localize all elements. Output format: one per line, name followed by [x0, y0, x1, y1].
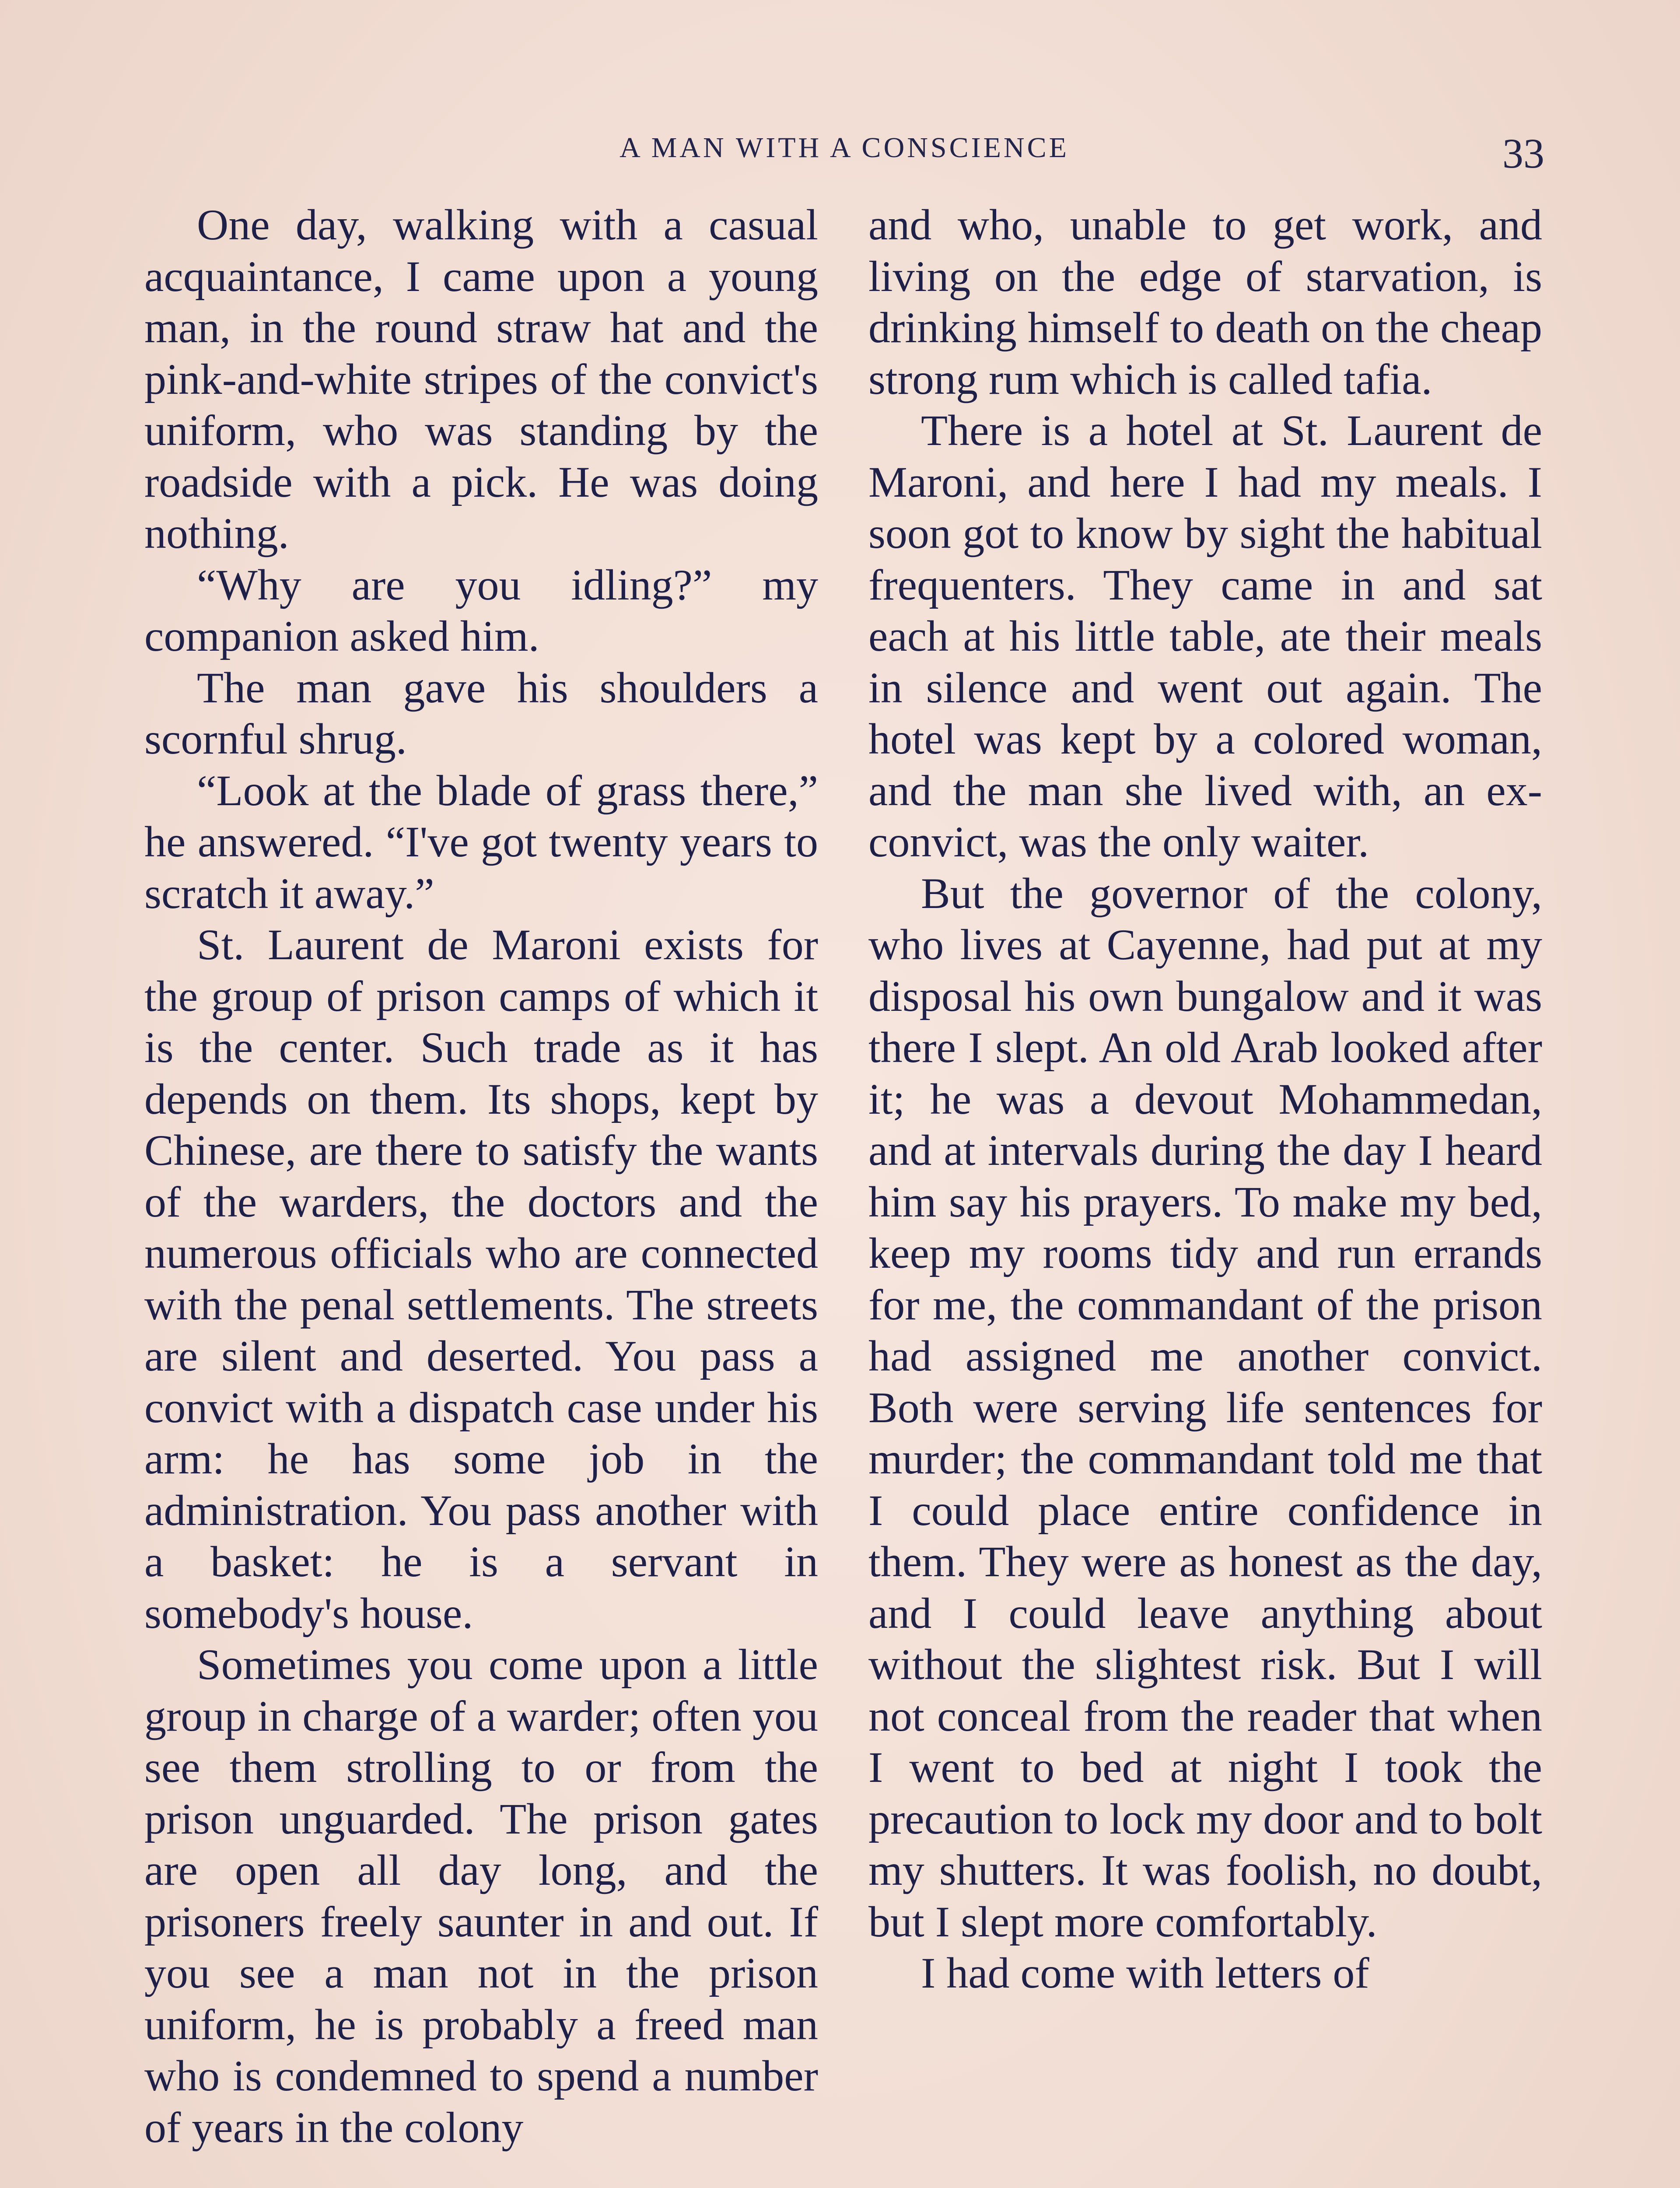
paragraph: “Why are you idling?” my companion asked him. — [144, 560, 818, 660]
running-head: A MAN WITH A CONSCIENCE — [620, 132, 1069, 164]
paragraph: Sometimes you come upon a little group in charge of a warder; often you see them strolling to or from the prison unguarded. The prison gates are open all day long, and the prisoners freely saunter in and out. If you see a man not in the prison uniform, he is probably a freed man who is condemned to spend a number of years in the colony — [144, 1640, 818, 2152]
paragraph-continuation: and who, unable to get work, and living on the edge of starvation, is drinking himself to death on the cheap strong rum which is called tafia. — [868, 200, 1542, 403]
text-column-left — [144, 199, 818, 2153]
text-column-right — [868, 199, 1542, 1999]
paragraph: One day, walking with a casual acquaintance, I came upon a young man, in the round straw hat and the pink-and-white stripes of the convict's uniform, who was standing by the roadside with a pick. He was doing nothing. — [144, 200, 818, 558]
page-number: 33 — [1502, 130, 1544, 177]
paragraph: “Look at the blade of grass there,” he answered. “I've got twenty years to scratch it away.” — [144, 766, 818, 918]
paragraph: But the governor of the colony, who lives at Cayenne, had put at my disposal his own bungalow and it was there I slept. An old Arab looked after it; he was a devout Mohammedan, and at intervals during the day I heard him say his prayers. To make my bed, keep my rooms tidy and run errands for me, the commandant of the prison had assigned me another convict. Both were serving life sentences for murder; the commandant told me that I could place entire confidence in them. They were as honest as the day, and I could leave anything about without the slightest risk. But I will not conceal from the reader that when I went to bed at night I took the precaution to lock my door and to bolt my shutters. It was foolish, no doubt, but I slept more comfortably. — [868, 869, 1542, 1946]
paragraph: There is a hotel at St. Laurent de Maroni, and here I had my meals. I soon got to know by sight the habitual frequenters. They came in and sat each at his little table, ate their meals in silence and went out again. The hotel was kept by a colored woman, and the man she lived with, an ex-convict, was the only waiter. — [868, 406, 1542, 866]
paragraph: I had come with letters of — [921, 1949, 1369, 1997]
paragraph: The man gave his shoulders a scornful shrug. — [144, 663, 818, 763]
paragraph: St. Laurent de Maroni exists for the group of prison camps of which it is the center. Such trade as it has depends on them. Its shops, kept by Chinese, are there to satisfy the wants of the warders, the doctors and the numerous officials who are connected with the penal settlements. The streets are silent and deserted. You pass a convict with a dispatch case under his arm: he has some job in the administration. You pass another with a basket: he is a servant in somebody's house. — [144, 920, 818, 1637]
